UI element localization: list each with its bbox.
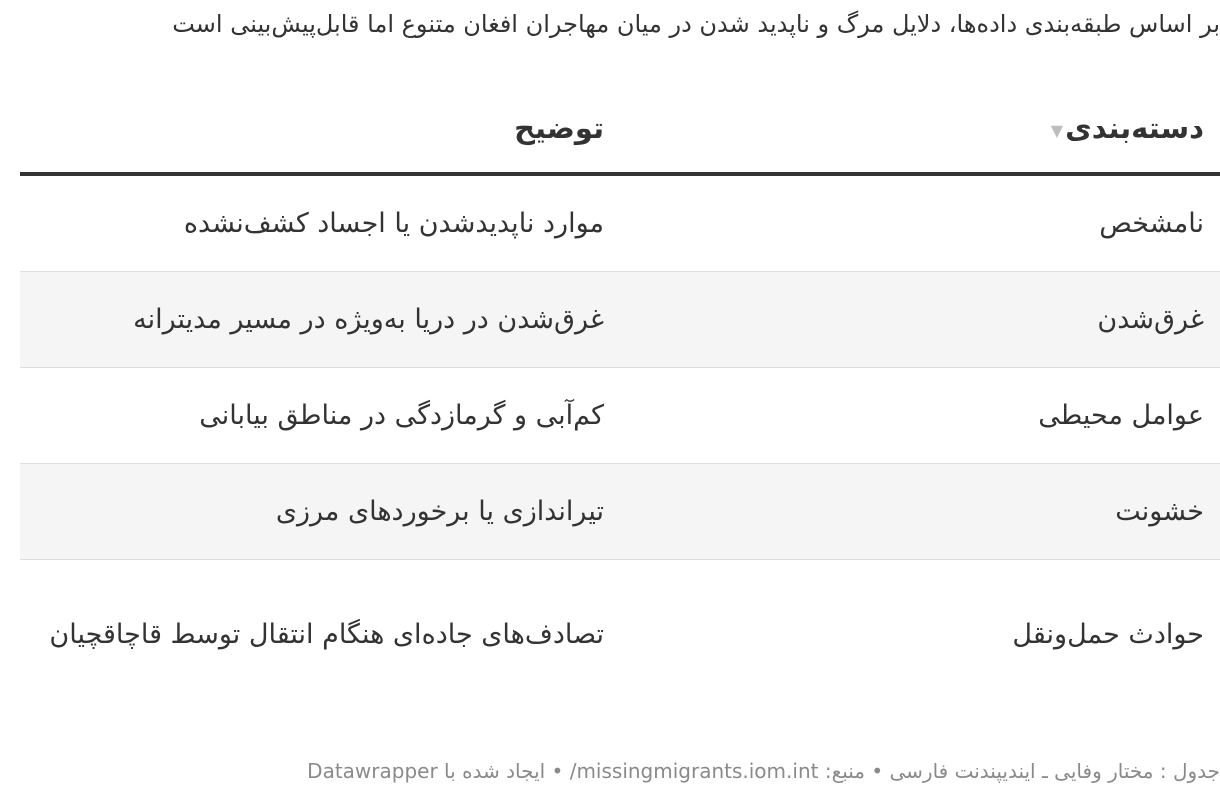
data-table	[20, 84, 1220, 709]
cell-description: غرق‌شدن در دریا به‌ویژه در مسیر مدیترانه	[20, 272, 620, 368]
cell-description: کم‌آبی و گرمازدگی در مناطق بیابانی	[20, 368, 620, 464]
cell-category: خشونت	[620, 464, 1220, 560]
cell-category: غرق‌شدن	[620, 272, 1220, 368]
table-header-row	[20, 84, 1220, 174]
table-row	[20, 464, 1220, 560]
table-row	[20, 560, 1220, 710]
table-footer-credits: جدول : مختار وفایی ـ ایندیپندنت فارسی • منبع: missingmigrants.iom.int/ • ایجاد شده با Datawrapper	[307, 759, 1220, 783]
column-header-description[interactable]	[20, 84, 620, 174]
table-row	[20, 272, 1220, 368]
column-header-category-label: دسته‌بندی	[1065, 111, 1204, 145]
table-row	[20, 174, 1220, 272]
cell-description: تیراندازی یا برخوردهای مرزی	[20, 464, 620, 560]
table-row	[20, 368, 1220, 464]
cell-description: موارد ناپدیدشدن یا اجساد کشف‌نشده	[20, 174, 620, 272]
cell-category: عوامل محیطی	[620, 368, 1220, 464]
sort-down-icon[interactable]: ▼	[1050, 120, 1064, 140]
cell-description: تصادف‌های جاده‌ای هنگام انتقال توسط قاچاقچیان	[49, 618, 604, 650]
column-header-category[interactable]	[620, 84, 1220, 174]
column-header-description-label: توضیح	[514, 111, 604, 145]
cell-category: نامشخص	[620, 174, 1220, 272]
table-intro: بر اساس طبقه‌بندی داده‌ها، دلایل مرگ و ناپدید شدن در میان مهاجران افغان متنوع اما قابل‌پیش‌بینی است	[172, 10, 1220, 38]
cell-category: حوادث حمل‌ونقل	[1012, 618, 1204, 650]
datawrapper-table-widget	[20, 0, 1220, 804]
